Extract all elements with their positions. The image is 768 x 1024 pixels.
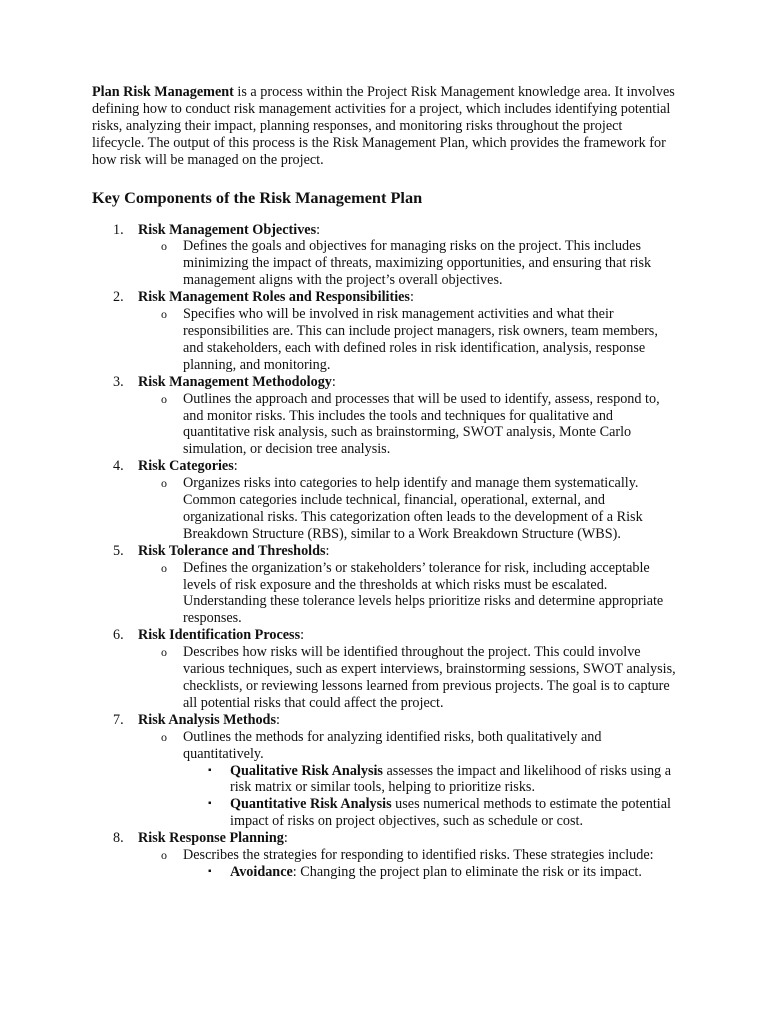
detail-text: Organizes risks into categories to help identify and manage them systematically. Common categories include technical, financial, operational, external, and organizational risks. This categorization often leads to the development of a Risk Breakdown Structure (RBS), similar to a Work Breakdown Structure (WBS). [183,475,643,542]
item-number: 2. [113,289,124,306]
detail-item [138,475,678,543]
section-heading: Key Components of the Risk Management Plan [92,187,423,207]
components-list [92,222,678,881]
detail-item [138,729,678,830]
subpoint-text: : Changing the project plan to eliminate the risk or its impact. [292,863,642,880]
detail-item [138,391,678,459]
hollow-bullet-icon: o [161,476,167,491]
square-bullet-icon: ▪ [208,798,212,810]
hollow-bullet-icon: o [161,560,167,575]
item-details [138,644,678,712]
list-item [92,289,678,374]
intro-paragraph [92,84,678,169]
detail-item [138,560,678,628]
subpoint-term: Qualitative Risk Analysis [230,762,383,779]
detail-text: Outlines the approach and processes that will be used to identify, assess, respond to, and monitor risks. This includes the tools and techniques for qualitative and quantitative risk analysis, such as brainstorming, SWOT analysis, Monte Carlo simulation, or decision tree analysis. [183,390,660,458]
list-item [92,374,678,459]
list-item [92,222,678,290]
item-colon: : [325,542,330,559]
intro-text: is a process within the Project Risk Management knowledge area. It involves defining how to conduct risk management activities for a project, which includes identifying potential risks, analyzing their impact, planning responses, and monitoring risks throughout the project lifecycle. The output of this process is the Risk Management Plan, which provides the framework for how risk will be managed on the project. [92,84,675,168]
detail-item [138,306,678,374]
subpoint-item [183,763,678,797]
list-item [92,830,678,881]
item-title: Risk Management Methodology [138,373,332,390]
item-title: Risk Response Planning [138,830,284,847]
item-colon: : [331,373,336,390]
subpoint-list [183,763,678,831]
detail-item [138,644,678,712]
item-details [138,306,678,374]
item-number: 4. [113,458,124,475]
subpoint-list [183,864,678,881]
subpoint-term: Quantitative Risk Analysis [230,796,392,813]
item-details [138,729,678,830]
hollow-bullet-icon: o [161,645,167,660]
item-title: Risk Management Objectives [138,221,317,238]
detail-text: Defines the organization’s or stakeholders’ tolerance for risk, including acceptable levels of risk exposure and the thresholds at which risks must be escalated. Understanding these tolerance levels helps prioritize risks and determine appropriate responses. [183,559,664,627]
hollow-bullet-icon: o [161,729,167,744]
hollow-bullet-icon: o [161,391,167,406]
list-item [92,627,678,712]
item-number: 3. [113,373,124,390]
intro-term: Plan Risk Management [92,84,234,100]
subpoint-text: assesses the impact and likelihood of risks using a risk matrix or similar tools, helping to prioritize risks. [230,762,671,796]
item-colon: : [283,830,288,847]
list-item [92,543,678,628]
item-colon: : [316,221,321,238]
subpoint-item [183,796,678,830]
hollow-bullet-icon: o [161,848,167,863]
subpoint-item [183,864,678,881]
item-details [138,560,678,628]
item-number: 5. [113,542,124,559]
detail-text: Defines the goals and objectives for managing risks on the project. This includes minimizing the impact of threats, maximizing opportunities, and ensuring that risk management aligns with the project’s overall objectives. [183,238,652,289]
detail-item [138,238,678,289]
item-colon: : [300,627,305,644]
item-title: Risk Analysis Methods [138,711,276,728]
subpoint-text: uses numerical methods to estimate the potential impact of risks on project objectives, such as schedule or cost. [230,796,671,830]
subpoint-term: Avoidance [230,863,293,880]
hollow-bullet-icon: o [161,239,167,254]
item-details [138,238,678,289]
detail-text: Describes how risks will be identified throughout the project. This could involve various techniques, such as expert interviews, brainstorming sessions, SWOT analysis, checklists, or reviewing lessons learned from previous projects. The goal is to capture all potential risks that could affect the project. [183,644,676,711]
square-bullet-icon: ▪ [208,764,212,776]
item-title: Risk Categories [138,458,234,475]
item-title: Risk Identification Process [138,627,301,644]
item-colon: : [275,711,280,728]
item-details [138,847,678,881]
item-details [138,391,678,459]
detail-text: Describes the strategies for responding to identified risks. These strategies include: [183,847,654,864]
item-number: 8. [113,830,124,847]
item-details [138,475,678,543]
item-title: Risk Tolerance and Thresholds [138,542,326,559]
item-colon: : [409,289,414,306]
item-number: 6. [113,627,124,644]
detail-text: Outlines the methods for analyzing identified risks, both qualitatively and quantitatively. [183,728,602,762]
item-colon: : [233,458,238,475]
list-item [92,458,678,543]
square-bullet-icon: ▪ [208,865,212,877]
detail-text: Specifies who will be involved in risk management activities and what their responsibilities are. This can include project managers, risk owners, team members, and stakeholders, each with defined roles in risk identification, analysis, response planning, and monitoring. [183,306,658,373]
item-number: 1. [113,221,124,238]
hollow-bullet-icon: o [161,307,167,322]
item-number: 7. [113,711,124,728]
detail-item [138,847,678,881]
list-item [92,712,678,830]
item-title: Risk Management Roles and Responsibilities [138,289,410,306]
